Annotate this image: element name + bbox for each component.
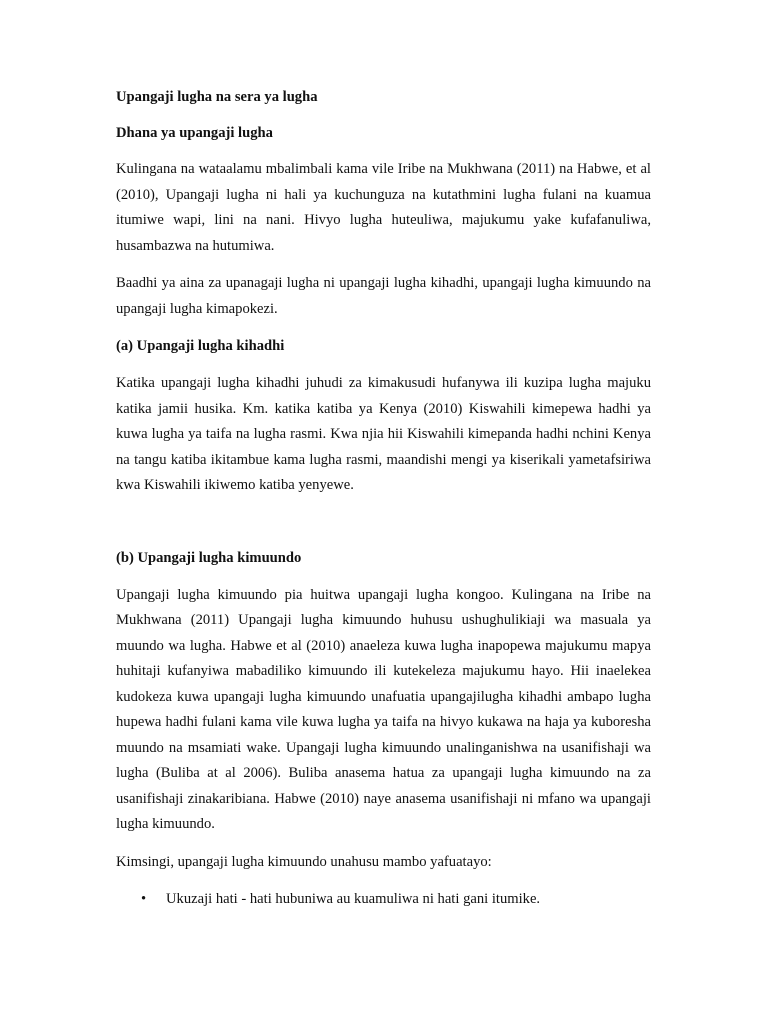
intro-paragraph: Kulingana na wataalamu mbalimbali kama vile Iribe na Mukhwana (2011) na Habwe, et al (2010), Upangaji lugha ni hali ya kuchunguza na kutathmini lugha fulani na kuamua itumiwe wapi, lini na nani. Hivyo lugha huteuliwa, majukumu yake kufafanuliwa, husambazwa na hutumiwa. [116, 161, 651, 254]
spacer [116, 110, 651, 121]
types-paragraph: Baadhi ya aina za upanagaji lugha ni upangaji lugha kihadhi, upangaji lugha kimuundo na upangaji lugha kimapokezi. [116, 275, 651, 317]
document-page [116, 85, 651, 912]
section-a-heading: (a) Upangaji lugha kihadhi [116, 338, 285, 354]
section-b-heading: (b) Upangaji lugha kimuundo [116, 549, 302, 566]
spacer [116, 322, 651, 334]
spacer [116, 499, 651, 546]
spacer [116, 359, 651, 371]
list-item [116, 887, 651, 912]
bullet-icon: • [141, 891, 147, 907]
list-intro: Kimsingi, upangaji lugha kimuundo unahusu mambo yafuatayo: [116, 853, 492, 870]
section-b-paragraph: Upangaji lugha kimuundo pia huitwa upangaji lugha kongoo. Kulingana na Iribe na Mukhwana (2011) Upangaji lugha kimuundo huhusu ushughulikiaji wa masuala ya muundo wa lugha. Habwe et al (2010) anaeleza kuwa lugha inapopewa majukumu mapya huhitaji kufanyiwa mabadiliko kimuundo ili kutekeleza majukumu hayo. Hii inaelekea kudokeza kuwa upangaji lugha kimuundo unafuatia upangajilugha kihadhi ambapo lugha hupewa hadhi fulani kama vile kuwa lugha ya taifa na hivyo kukawa na haja ya kuboresha muundo na msamiati wake. Upangaji lugha kimuundo unalinganishwa na usanifishaji wa lugha (Buliba at al 2006). Buliba anasema hatua za upangaji lugha kimuundo na za usanifishaji zinakaribiana. Habwe (2010) naye anasema usanifishaji ni mfano wa upangaji lugha kimuundo. [116, 586, 651, 832]
section-a-paragraph: Katika upangaji lugha kihadhi juhudi za kimakusudi hufanywa ili kuzipa lugha majuku katika jamii husika. Km. katika katiba ya Kenya (2010) Kiswahili kimepewa hadhi ya kuwa lugha ya taifa na lugha rasmi. Kwa njia hii Kiswahili kimepanda hadhi nchini Kenya na tangu katiba ikitambue kama lugha rasmi, maandishi mengi ya kiserikali yametafsiriwa kwa Kiswahili ikiwemo katiba yenyewe. [116, 375, 651, 493]
bullet-text: Ukuzaji hati - hati hubuniwa au kuamuliwa ni hati gani itumike. [166, 891, 541, 907]
spacer [116, 875, 651, 887]
section-heading: Dhana ya upangaji lugha [116, 125, 273, 141]
spacer [116, 571, 651, 583]
spacer [116, 838, 651, 850]
spacer [116, 146, 651, 157]
bullet-list [116, 887, 651, 912]
spacer [116, 259, 651, 271]
document-title: Upangaji lugha na sera ya lugha [116, 89, 318, 105]
